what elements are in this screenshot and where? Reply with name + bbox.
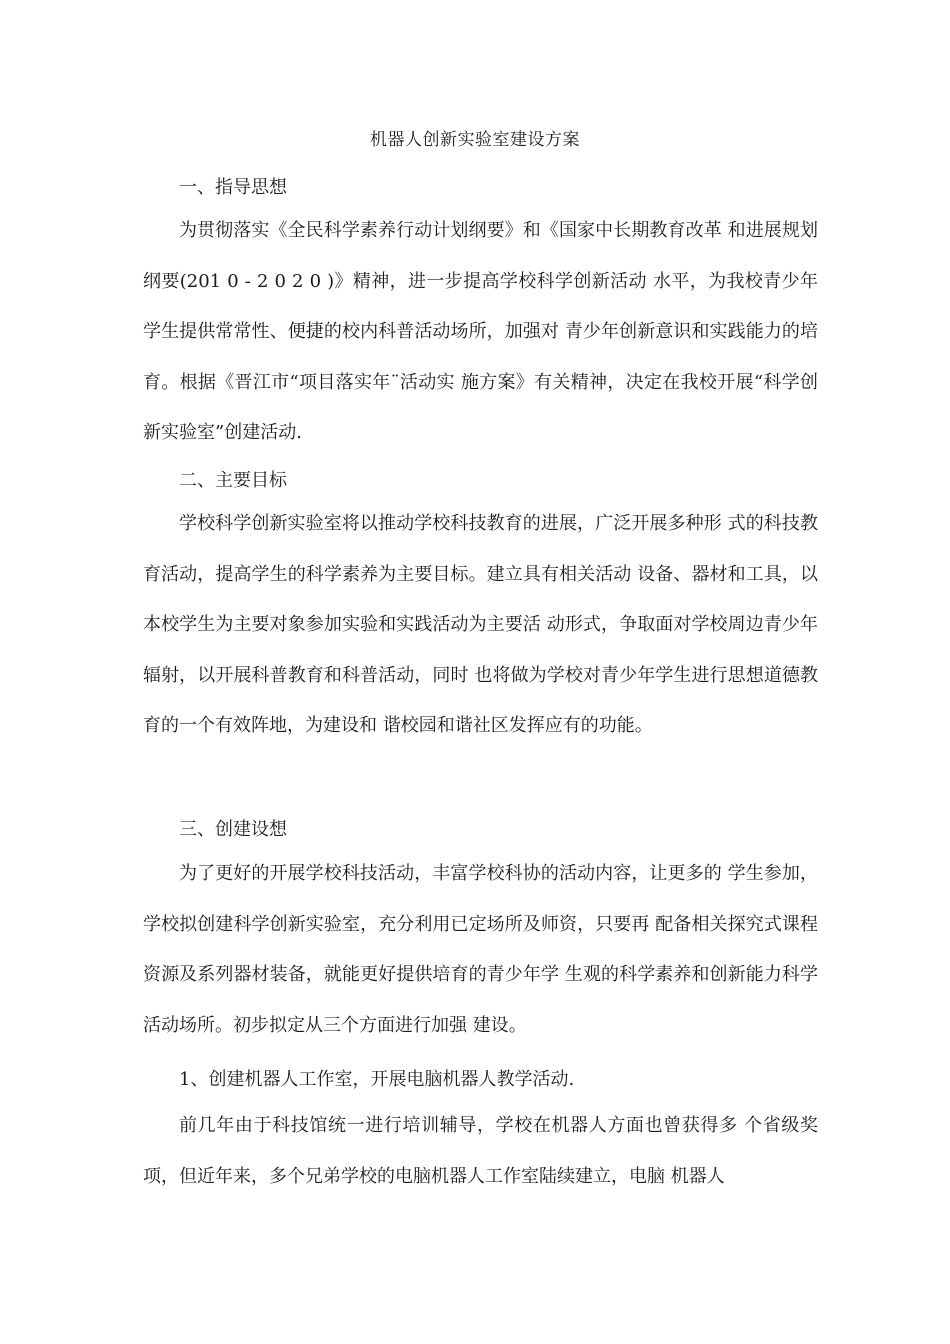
section-heading-guiding-ideology: 一、指导思想: [179, 177, 287, 198]
section-heading-main-goals: 二、主要目标: [179, 470, 287, 491]
section-paragraph-creation-plan: 为了更好的开展学校科技活动，丰富学校科协的活动内容，让更多的 学生参加，学校拟创建科学创新实验室，充分利用已定场所及师资，只要再 配备相关探究式课程资源及系列器材装备，就能更好提供培育的青少年学 生观的科学素养和创新能力科学活动场所。初步拟定从三个方面进行加强 建设。: [143, 863, 818, 1036]
section-heading-robot-studio: 1、创建机器人工作室，开展电脑机器人教学活动.: [179, 1069, 575, 1090]
document-title: 机器人创新实验室建设方案: [370, 130, 580, 150]
section-paragraph-main-goals: 学校科学创新实验室将以推动学校科技教育的进展，广泛开展多种形 式的科技教育活动，提高学生的科学素养为主要目标。建立具有相关活动 设备、器材和工具，以本校学生为主要对象参加实验和实践活动为主要活 动形式，争取面对学校周边青少年辐射，以开展科普教育和科普活动，同时 也将做为学校对青少年学生进行思想道德教育的一个有效阵地，为建设和 谐校园和谐社区发挥应有的功能。: [143, 513, 818, 736]
section-heading-creation-plan: 三、创建设想: [179, 819, 287, 840]
section-paragraph-robot-studio: 前几年由于科技馆统一进行培训辅导，学校在机器人方面也曾获得多 个省级奖项，但近年来，多个兄弟学校的电脑机器人工作室陆续建立，电脑 机器人: [143, 1115, 818, 1187]
section-paragraph-guiding-ideology: 为贯彻落实《全民科学素养行动计划纲要》和《国家中长期教育改革 和进展规划纲要(201 0 - 2 0 2 0 )》精神，进一步提高学校科学创新活动 水平，为我校青少年学生提供常常性、便捷的校内科普活动场所，加强对 青少年创新意识和实践能力的培育。根据《晋江市“项目落实年¨活动实 施方案》有关精神，决定在我校开展“科学创新实验室”创建活动.: [143, 220, 818, 443]
